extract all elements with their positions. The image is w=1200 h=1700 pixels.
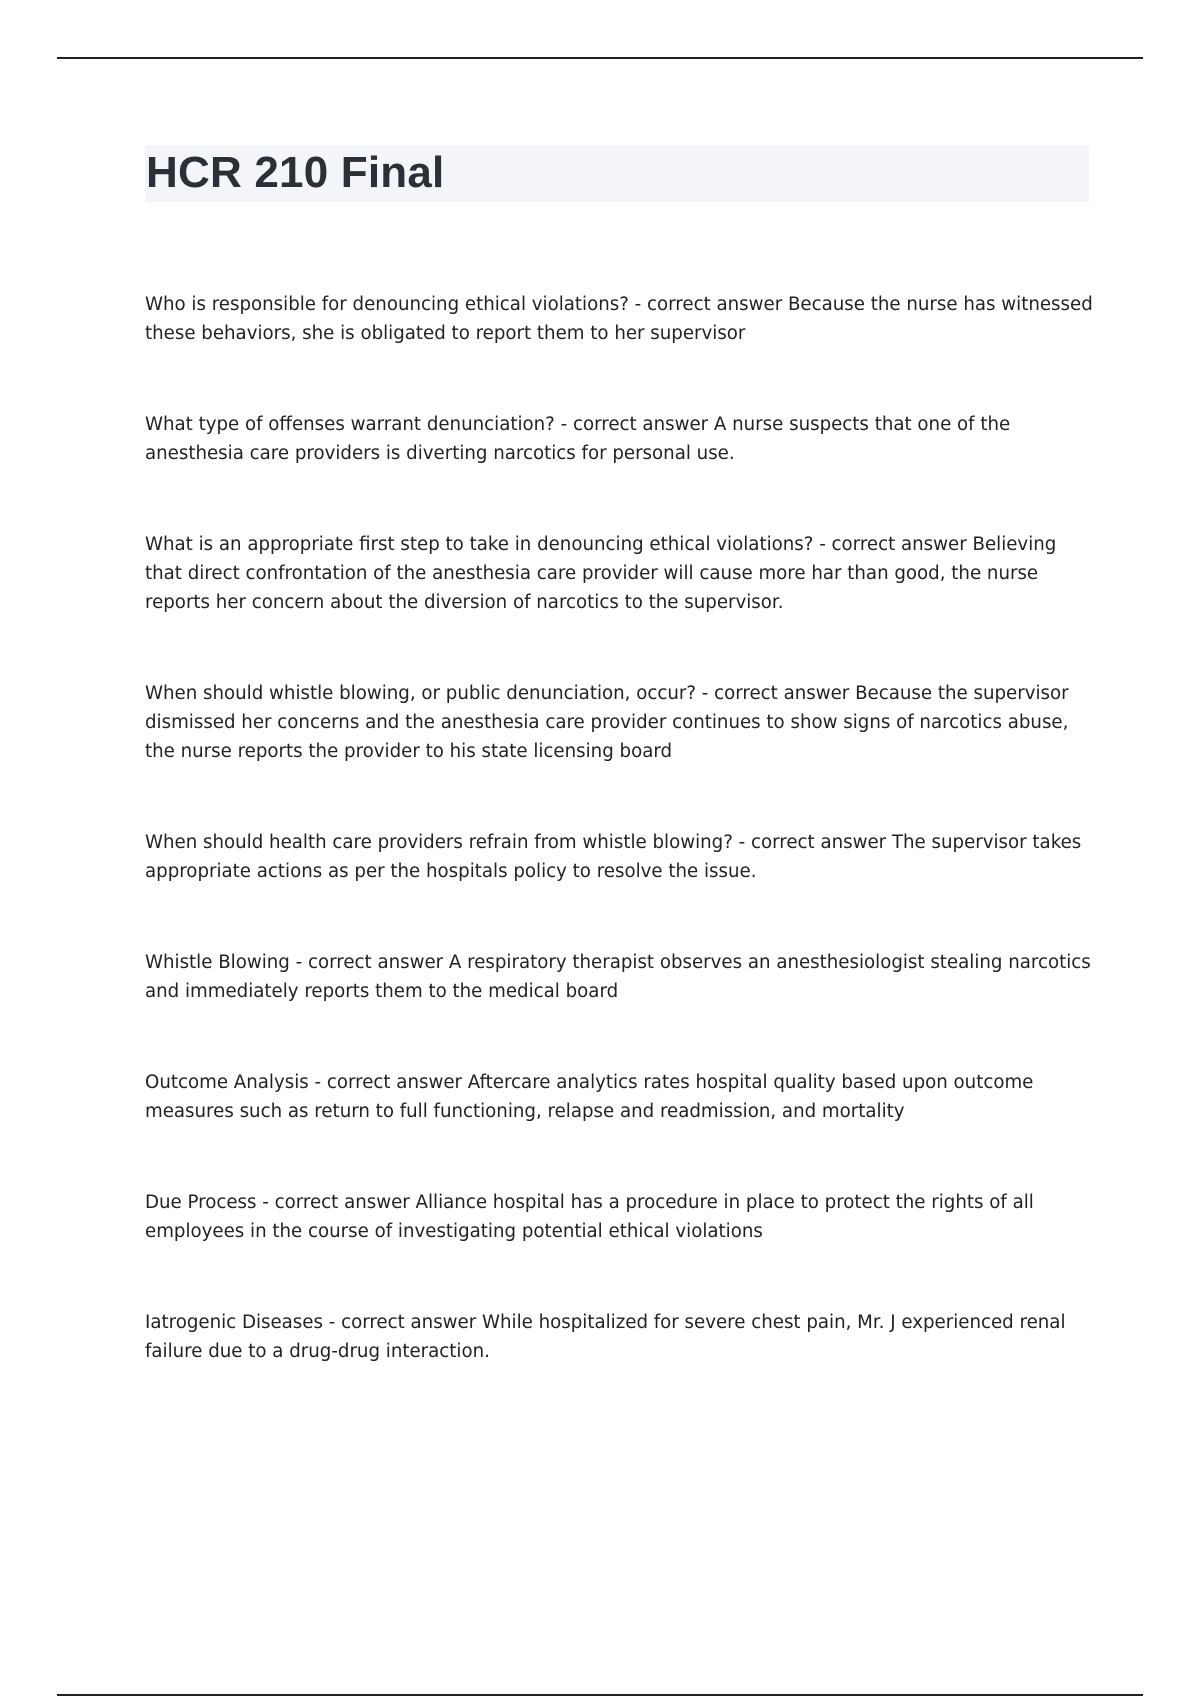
qa-item: When should health care providers refrain from whistle blowing? - correct answer The supervisor takes appropriate actions as per the hospitals policy to resolve the issue. bbox=[145, 832, 1082, 882]
footer-rule bbox=[57, 1694, 1143, 1696]
header-rule bbox=[57, 57, 1143, 59]
qa-item: Who is responsible for denouncing ethical violations? - correct answer Because the nurse has witnessed these behaviors, she is obligated to report them to her supervisor bbox=[145, 294, 1093, 344]
qa-item: What is an appropriate first step to take in denouncing ethical violations? - correct answer Believing that direct confrontation of the anesthesia care provider will cause more har than good, the nurse reports her concern about the diversion of narcotics to the supervisor. bbox=[145, 534, 1057, 613]
qa-item: Whistle Blowing - correct answer A respiratory therapist observes an anesthesiologist stealing narcotics and immediately reports them to the medical board bbox=[145, 952, 1091, 1002]
qa-item: Iatrogenic Diseases - correct answer While hospitalized for severe chest pain, Mr. J experienced renal failure due to a drug-drug interaction. bbox=[145, 1312, 1066, 1362]
qa-item: What type of offenses warrant denunciation? - correct answer A nurse suspects that one of the anesthesia care providers is diverting narcotics for personal use. bbox=[145, 414, 1011, 464]
question-answer-list bbox=[145, 290, 1095, 1428]
qa-item: Outcome Analysis - correct answer Aftercare analytics rates hospital quality based upon outcome measures such as return to full functioning, relapse and readmission, and mortality bbox=[145, 1072, 1034, 1122]
document-title: HCR 210 Final bbox=[146, 148, 445, 197]
qa-item: When should whistle blowing, or public denunciation, occur? - correct answer Because the supervisor dismissed her concerns and the anesthesia care provider continues to show signs of narcotics abuse, the nurse reports the provider to his state licensing board bbox=[145, 683, 1069, 762]
qa-item: Due Process - correct answer Alliance hospital has a procedure in place to protect the rights of all employees in the course of investigating potential ethical violations bbox=[145, 1192, 1034, 1242]
